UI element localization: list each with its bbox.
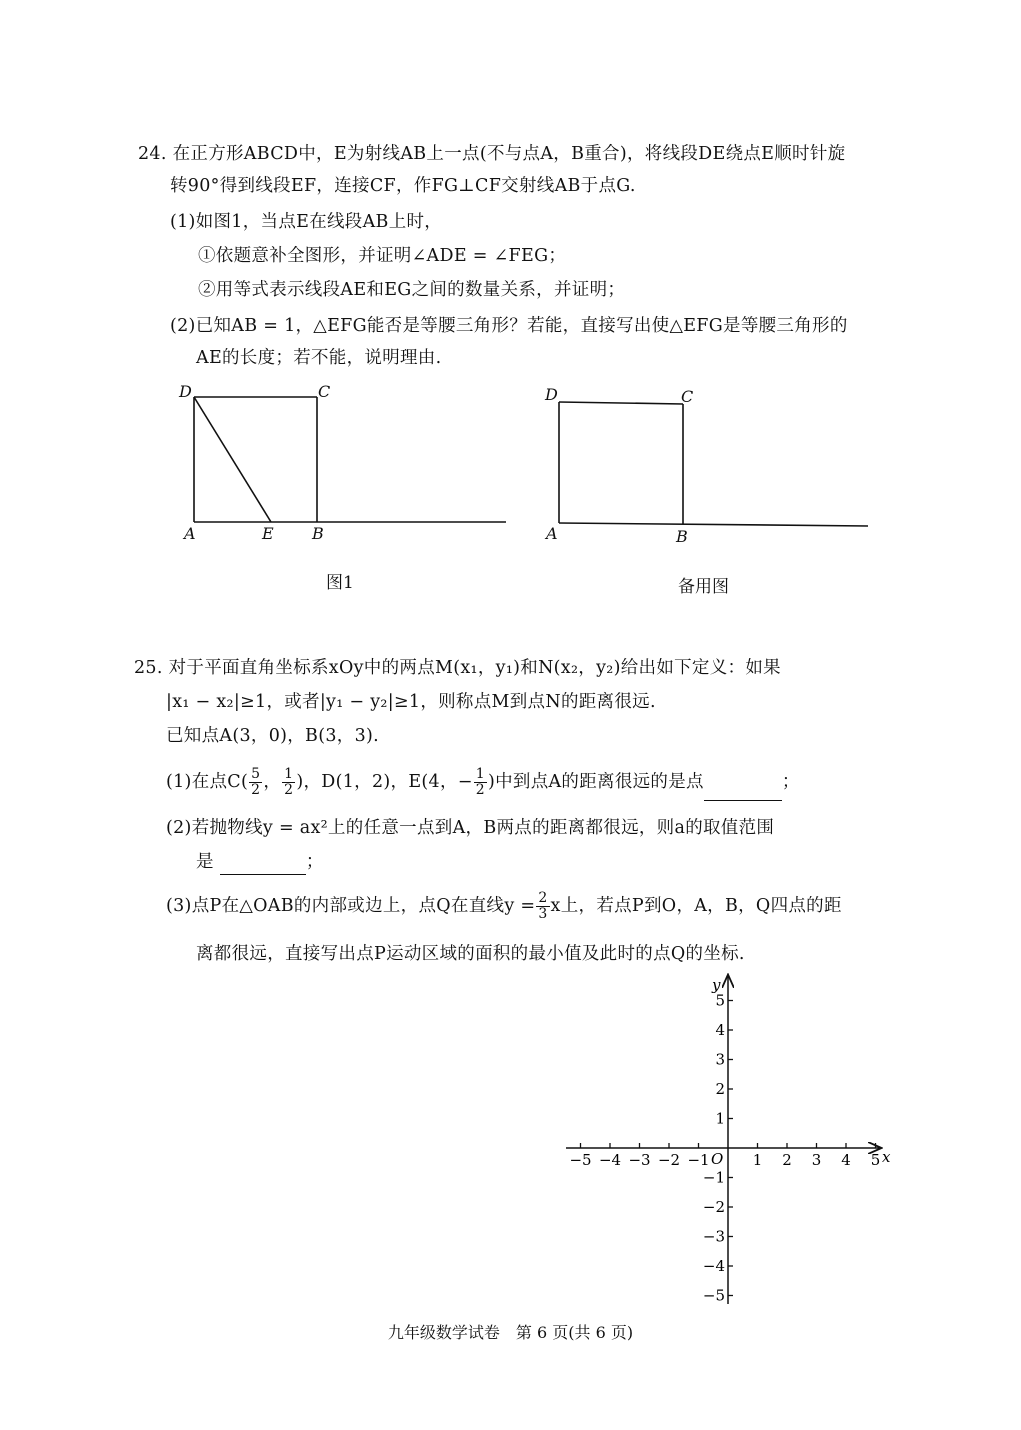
figure-spare: [540, 390, 880, 540]
q25-part2-line2: [196, 850, 324, 875]
q25-part3-pre: (3)点P在△OAB的内部或边上，点Q在直线y =: [166, 896, 536, 916]
fig1-caption: 图1: [326, 573, 354, 593]
y-tick-label: −2: [702, 1198, 725, 1216]
x-tick-label: −2: [657, 1151, 681, 1169]
y-tick-label: 2: [715, 1080, 725, 1098]
coordinate-axes: [560, 970, 900, 1310]
q25-part2-end: ；: [305, 852, 324, 872]
frac-c-x-den: 2: [251, 782, 261, 798]
fig1-label-a: A: [184, 524, 196, 543]
q25-part1: [166, 764, 800, 801]
y-tick-label: −5: [702, 1286, 725, 1305]
fig1-segment-de: [194, 397, 271, 522]
q25-known: 已知点A(3，0)，B(3，3).: [166, 726, 380, 746]
frac-e-y: [474, 767, 487, 798]
x-tick-label: 4: [841, 1151, 851, 1169]
frac-slope: [536, 891, 549, 922]
fig2-label-b: B: [676, 527, 688, 546]
q25-part1-mid: )，D(1，2)，E(4，−: [296, 772, 473, 792]
x-axis-label: x: [882, 1148, 891, 1166]
fig2-ray-ab: [559, 523, 868, 526]
figure-1: [170, 378, 520, 548]
fig2-label-d: D: [545, 385, 558, 404]
x-tick-label: 3: [811, 1151, 822, 1169]
q25-stem-line1: [134, 656, 781, 680]
q24-part1-b: ②用等式表示线段AE和EG之间的数量关系，并证明；: [198, 280, 626, 300]
y-tick-label: 4: [715, 1021, 725, 1039]
q24-part1-a: ①依题意补全图形，并证明∠ADE = ∠FEG；: [198, 246, 567, 266]
answer-blank-2[interactable]: [220, 850, 306, 875]
q24-number: 24.: [138, 144, 167, 164]
fig2-label-c: C: [681, 387, 694, 406]
x-tick-label: −4: [598, 1151, 622, 1169]
q24-stem-line2: 转90°得到线段EF，连接CF，作FG⊥CF交射线AB于点G.: [170, 176, 636, 196]
q24-part2-line1: (2)已知AB = 1，△EFG能否是等腰三角形？若能，直接写出使△EFG是等腰三角形的: [170, 316, 848, 336]
frac-c-y: [282, 767, 295, 798]
q25-part1-sep: ，: [263, 772, 282, 792]
frac-e-y-num: 1: [475, 766, 485, 782]
page-footer: 九年级数学试卷 第 6 页(共 6 页): [387, 1323, 634, 1342]
y-tick-label: 3: [715, 1050, 725, 1069]
q24-part2-line2: AE的长度；若不能，说明理由.: [196, 348, 442, 368]
y-tick-label: −3: [702, 1227, 725, 1246]
x-tick-label: −1: [687, 1151, 710, 1169]
origin-label: O: [711, 1150, 724, 1168]
fig1-label-b: B: [312, 524, 324, 543]
y-tick-label: 5: [715, 991, 725, 1010]
fig2-side-dc: [559, 402, 683, 404]
fig2-label-a: A: [546, 524, 558, 543]
x-tick-label: 2: [782, 1151, 792, 1169]
y-tick-label: 1: [715, 1109, 725, 1128]
frac-slope-den: 3: [538, 906, 548, 922]
x-tick-label: −3: [628, 1151, 651, 1169]
y-tick-label: −4: [702, 1257, 725, 1275]
q25-part3-post: x上，若点P到O，A，B，Q四点的距: [550, 896, 842, 916]
q25-stem-line2: |x₁ − x₂|≥1，或者|y₁ − y₂|≥1，则称点M到点N的距离很远.: [166, 692, 656, 712]
q25-stem-text1: 对于平面直角坐标系xOy中的两点M(x₁，y₁)和N(x₂，y₂)给出如下定义：如果: [168, 658, 781, 678]
y-tick-label: −1: [702, 1168, 725, 1187]
q25-part2-line1: (2)若抛物线y = ax²上的任意一点到A，B两点的距离都很远，则a的取值范围: [166, 818, 775, 838]
frac-slope-num: 2: [538, 890, 548, 906]
q25-number: 25.: [134, 658, 163, 678]
fig2-caption: 备用图: [678, 577, 729, 597]
q25-part3-line2: 离都很远，直接写出点P运动区域的面积的最小值及此时的点Q的坐标.: [196, 944, 745, 964]
frac-e-y-den: 2: [475, 782, 485, 798]
q25-part1-pre: (1)在点C(: [166, 772, 249, 792]
q25-part2-pre: 是: [196, 852, 214, 872]
fig1-label-d: D: [179, 382, 192, 401]
frac-c-x-num: 5: [251, 766, 261, 782]
x-tick-label: −5: [569, 1151, 592, 1169]
fig1-label-c: C: [318, 382, 331, 401]
x-tick-label: 5: [870, 1151, 881, 1169]
frac-c-y-den: 2: [284, 782, 294, 798]
q24-stem-text1: 在正方形ABCD中，E为射线AB上一点(不与点A，B重合)，将线段DE绕点E顺时针旋: [172, 144, 846, 164]
answer-blank-1[interactable]: [704, 764, 782, 801]
frac-c-y-num: 1: [284, 766, 294, 782]
q25-part1-end: ；: [781, 772, 800, 792]
fig1-label-e: E: [262, 524, 274, 543]
q24-part1: (1)如图1，当点E在线段AB上时，: [170, 212, 443, 232]
y-axis-label: y: [712, 976, 721, 994]
q25-part1-post: )中到点A的距离很远的是点: [487, 772, 704, 792]
q25-part3-line1: [166, 888, 842, 924]
frac-c-x: [249, 767, 262, 798]
q24-stem-line1: [138, 142, 845, 166]
x-tick-label: 1: [752, 1151, 763, 1169]
